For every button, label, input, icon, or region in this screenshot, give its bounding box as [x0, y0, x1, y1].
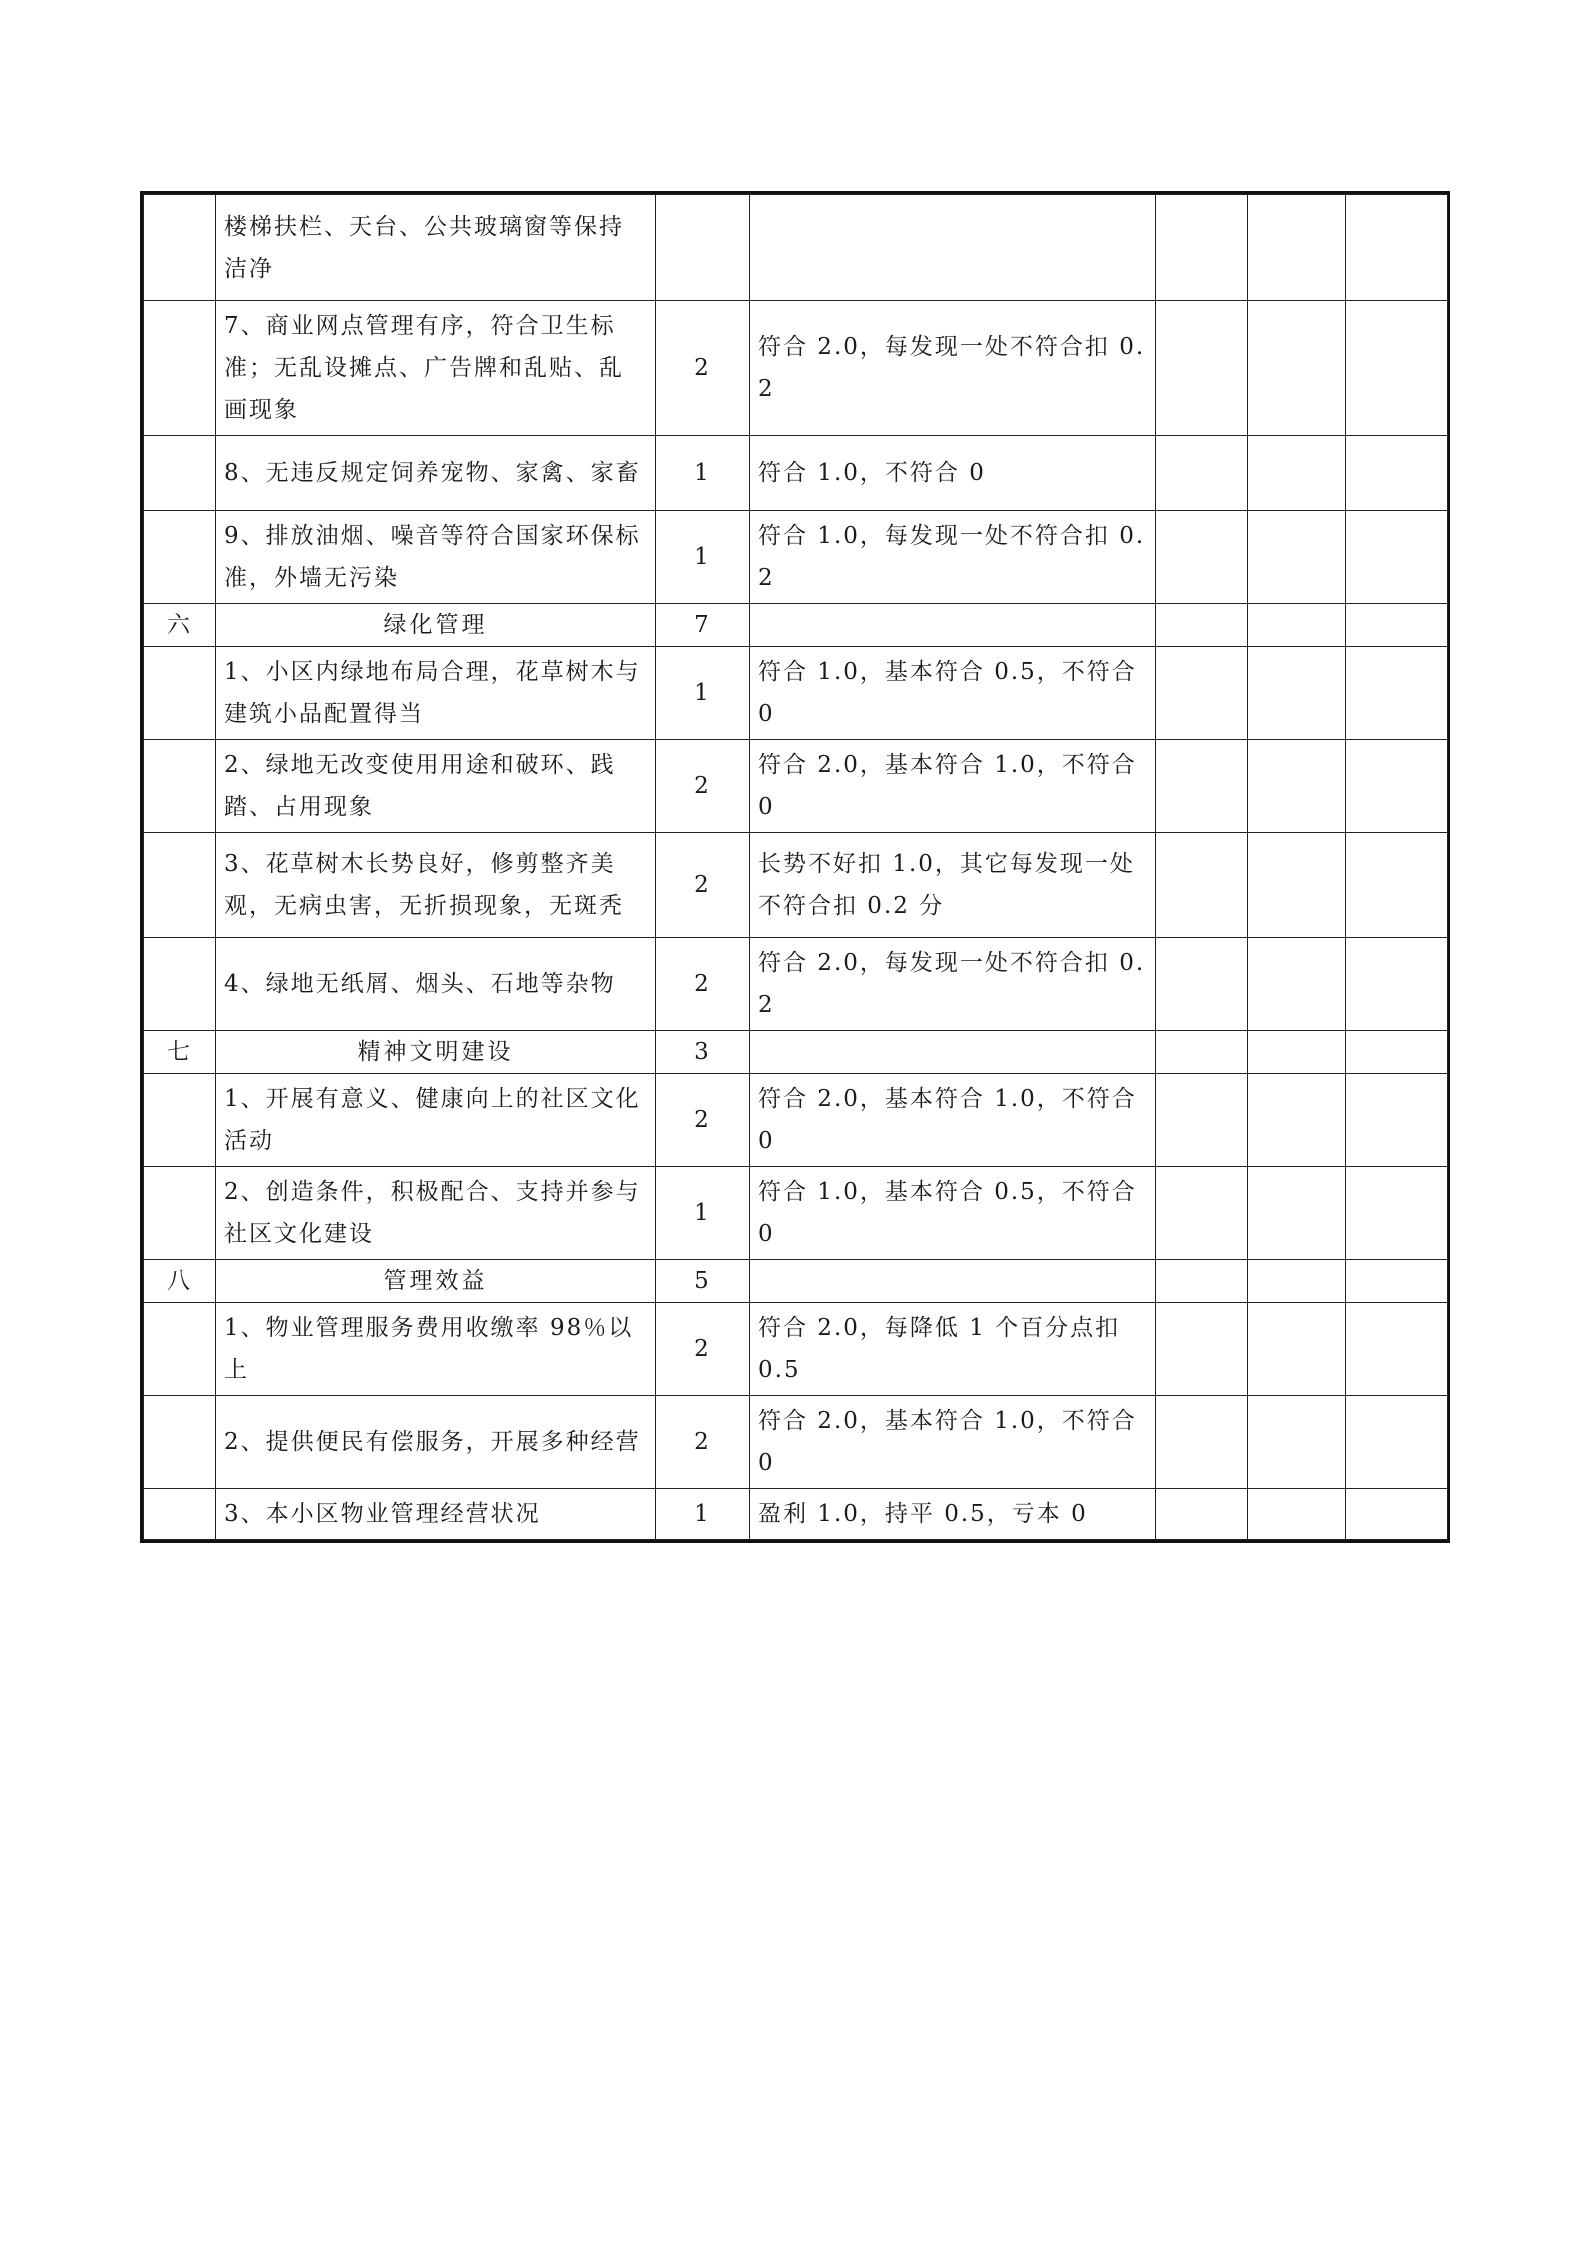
standard-score-cell: 3 [656, 1031, 750, 1074]
standard-score-cell [656, 195, 750, 301]
row-number-cell [144, 1074, 216, 1167]
table-row [144, 1396, 1448, 1489]
table-row [144, 647, 1448, 740]
standard-score-cell: 1 [656, 647, 750, 740]
remarks-cell [1346, 647, 1448, 740]
standard-score-cell: 1 [656, 1167, 750, 1260]
self-score-cell [1156, 1489, 1248, 1540]
row-number-cell [144, 1167, 216, 1260]
item-content-cell: 2、绿地无改变使用用途和破环、践踏、占用现象 [216, 740, 656, 833]
row-number-cell: 六 [144, 604, 216, 647]
assessment-score-cell [1248, 301, 1346, 436]
standard-score-cell: 2 [656, 740, 750, 833]
scoring-criteria-cell: 符合 2.0，基本符合 1.0，不符合 0 [750, 740, 1156, 833]
item-content-cell: 1、物业管理服务费用收缴率 98％以上 [216, 1303, 656, 1396]
remarks-cell [1346, 1260, 1448, 1303]
category-title-cell: 管理效益 [216, 1260, 656, 1303]
category-title-cell: 绿化管理 [216, 604, 656, 647]
table-row [144, 938, 1448, 1031]
scoring-criteria-cell: 符合 1.0，基本符合 0.5，不符合 0 [750, 1167, 1156, 1260]
assessment-score-cell [1248, 604, 1346, 647]
item-content-cell: 楼梯扶栏、天台、公共玻璃窗等保持洁净 [216, 195, 656, 301]
item-content-cell: 3、本小区物业管理经营状况 [216, 1489, 656, 1540]
self-score-cell [1156, 1074, 1248, 1167]
self-score-cell [1156, 195, 1248, 301]
item-content-cell: 3、花草树木长势良好，修剪整齐美观，无病虫害，无折损现象，无斑秃 [216, 833, 656, 938]
table-row [144, 1167, 1448, 1260]
item-content-cell: 9、排放油烟、噪音等符合国家环保标准，外墙无污染 [216, 511, 656, 604]
item-content-cell: 1、开展有意义、健康向上的社区文化活动 [216, 1074, 656, 1167]
table-row [144, 1074, 1448, 1167]
remarks-cell [1346, 1396, 1448, 1489]
row-number-cell [144, 511, 216, 604]
self-score-cell [1156, 301, 1248, 436]
row-number-cell [144, 1489, 216, 1540]
remarks-cell [1346, 1031, 1448, 1074]
assessment-score-cell [1248, 436, 1346, 511]
scoring-criteria-cell [750, 604, 1156, 647]
remarks-cell [1346, 604, 1448, 647]
assessment-score-cell [1248, 740, 1346, 833]
self-score-cell [1156, 436, 1248, 511]
standard-score-cell: 2 [656, 833, 750, 938]
table-row [144, 833, 1448, 938]
assessment-score-cell [1248, 938, 1346, 1031]
item-content-cell: 2、提供便民有偿服务，开展多种经营 [216, 1396, 656, 1489]
standard-score-cell: 2 [656, 301, 750, 436]
category-row [144, 1260, 1448, 1303]
assessment-score-cell [1248, 511, 1346, 604]
scoring-criteria-cell [750, 1260, 1156, 1303]
scoring-criteria-cell: 长势不好扣 1.0，其它每发现一处不符合扣 0.2 分 [750, 833, 1156, 938]
remarks-cell [1346, 1167, 1448, 1260]
row-number-cell [144, 301, 216, 436]
self-score-cell [1156, 938, 1248, 1031]
scoring-criteria-cell: 符合 2.0，每降低 1 个百分点扣 0.5 [750, 1303, 1156, 1396]
self-score-cell [1156, 833, 1248, 938]
remarks-cell [1346, 1074, 1448, 1167]
remarks-cell [1346, 511, 1448, 604]
remarks-cell [1346, 833, 1448, 938]
scoring-criteria-cell: 符合 2.0，每发现一处不符合扣 0.2 [750, 301, 1156, 436]
scoring-criteria-cell: 符合 1.0，基本符合 0.5，不符合 0 [750, 647, 1156, 740]
table-row [144, 1303, 1448, 1396]
row-number-cell: 七 [144, 1031, 216, 1074]
row-number-cell [144, 833, 216, 938]
category-row [144, 1031, 1448, 1074]
self-score-cell [1156, 1031, 1248, 1074]
scoring-criteria-cell: 盈利 1.0，持平 0.5，亏本 0 [750, 1489, 1156, 1540]
assessment-score-cell [1248, 647, 1346, 740]
item-content-cell: 7、商业网点管理有序，符合卫生标准；无乱设摊点、广告牌和乱贴、乱画现象 [216, 301, 656, 436]
standard-score-cell: 5 [656, 1260, 750, 1303]
standard-score-cell: 1 [656, 1489, 750, 1540]
self-score-cell [1156, 1396, 1248, 1489]
row-number-cell [144, 1396, 216, 1489]
standard-score-cell: 7 [656, 604, 750, 647]
item-content-cell: 4、绿地无纸屑、烟头、石地等杂物 [216, 938, 656, 1031]
table-row [144, 195, 1448, 301]
assessment-score-cell [1248, 1260, 1346, 1303]
item-content-cell: 1、小区内绿地布局合理，花草树木与建筑小品配置得当 [216, 647, 656, 740]
remarks-cell [1346, 938, 1448, 1031]
item-content-cell: 2、创造条件，积极配合、支持并参与社区文化建设 [216, 1167, 656, 1260]
assessment-score-cell [1248, 1303, 1346, 1396]
scoring-criteria-cell [750, 1031, 1156, 1074]
row-number-cell [144, 938, 216, 1031]
assessment-score-cell [1248, 1167, 1346, 1260]
self-score-cell [1156, 1260, 1248, 1303]
standard-score-cell: 2 [656, 1074, 750, 1167]
assessment-score-cell [1248, 833, 1346, 938]
scoring-criteria-cell: 符合 2.0，基本符合 1.0，不符合 0 [750, 1396, 1156, 1489]
self-score-cell [1156, 1303, 1248, 1396]
standard-score-cell: 2 [656, 938, 750, 1031]
self-score-cell [1156, 647, 1248, 740]
scoring-criteria-cell: 符合 1.0，每发现一处不符合扣 0.2 [750, 511, 1156, 604]
scoring-criteria-cell [750, 195, 1156, 301]
assessment-score-cell [1248, 1074, 1346, 1167]
item-content-cell: 8、无违反规定饲养宠物、家禽、家畜 [216, 436, 656, 511]
table-row [144, 511, 1448, 604]
remarks-cell [1346, 740, 1448, 833]
standard-score-cell: 2 [656, 1396, 750, 1489]
category-title-cell: 精神文明建设 [216, 1031, 656, 1074]
table-row [144, 740, 1448, 833]
remarks-cell [1346, 1303, 1448, 1396]
score-table [143, 194, 1448, 1540]
row-number-cell [144, 195, 216, 301]
row-number-cell [144, 647, 216, 740]
assessment-score-cell [1248, 1489, 1346, 1540]
row-number-cell [144, 740, 216, 833]
scoring-criteria-cell: 符合 1.0，不符合 0 [750, 436, 1156, 511]
category-row [144, 604, 1448, 647]
scoring-criteria-cell: 符合 2.0，基本符合 1.0，不符合 0 [750, 1074, 1156, 1167]
remarks-cell [1346, 436, 1448, 511]
row-number-cell [144, 1303, 216, 1396]
remarks-cell [1346, 301, 1448, 436]
assessment-score-cell [1248, 1031, 1346, 1074]
self-score-cell [1156, 604, 1248, 647]
self-score-cell [1156, 1167, 1248, 1260]
scoring-criteria-cell: 符合 2.0，每发现一处不符合扣 0.2 [750, 938, 1156, 1031]
remarks-cell [1346, 1489, 1448, 1540]
row-number-cell [144, 436, 216, 511]
remarks-cell [1346, 195, 1448, 301]
assessment-score-cell [1248, 195, 1346, 301]
standard-score-cell: 1 [656, 436, 750, 511]
score-table-frame [140, 191, 1450, 1543]
assessment-score-cell [1248, 1396, 1346, 1489]
self-score-cell [1156, 511, 1248, 604]
table-row [144, 1489, 1448, 1540]
row-number-cell: 八 [144, 1260, 216, 1303]
score-table-body [144, 195, 1448, 1540]
table-row [144, 301, 1448, 436]
standard-score-cell: 1 [656, 511, 750, 604]
table-row [144, 436, 1448, 511]
self-score-cell [1156, 740, 1248, 833]
standard-score-cell: 2 [656, 1303, 750, 1396]
